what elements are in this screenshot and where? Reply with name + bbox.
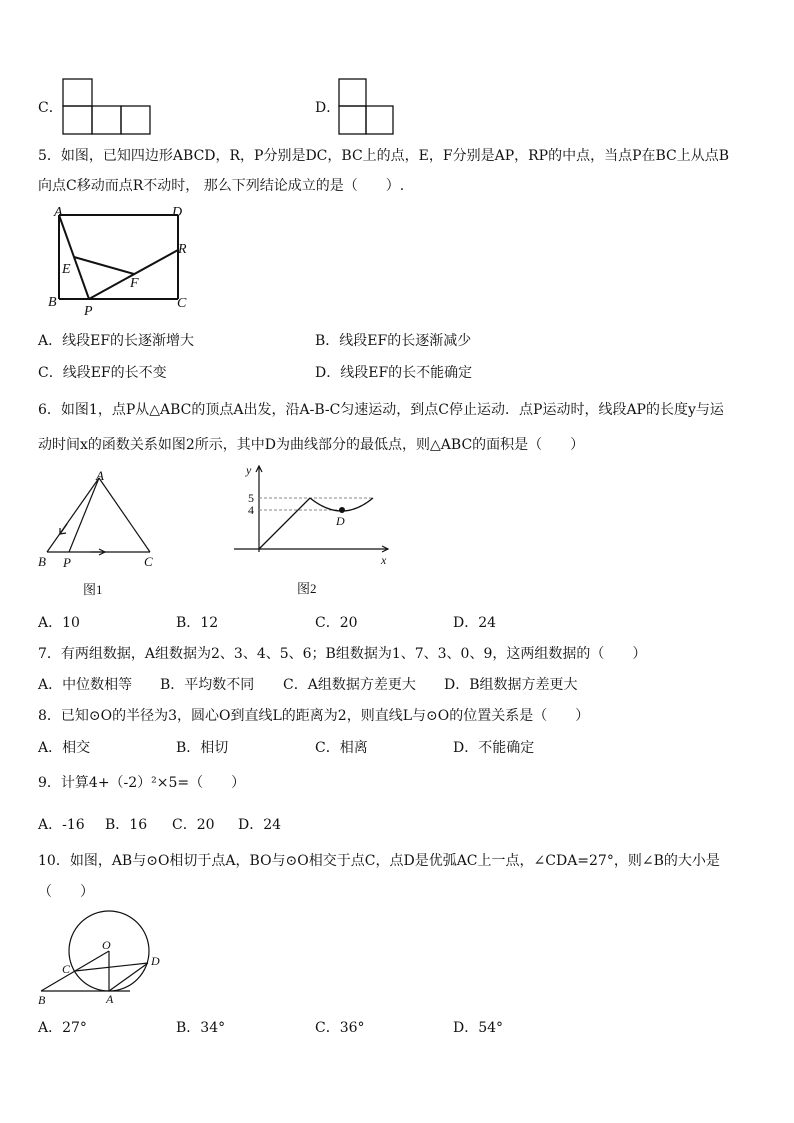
q5-label-a: A: [54, 205, 63, 220]
q10-option-b: B．34°: [176, 1020, 226, 1036]
q6-fig1-label-p: P: [63, 555, 71, 570]
q10-option-d: D．54°: [453, 1020, 504, 1036]
q5-stem-line2: 向点C移动而点R不动时， 那么下列结论成立的是（ ）.: [38, 178, 405, 194]
q8-stem: 8．已知⊙O的半径为3，圆心O到直线L的距离为2，则直线L与⊙O的位置关系是（ ）: [38, 708, 590, 724]
q6-fig1-caption: 图1: [83, 582, 103, 597]
q10-label-a: A: [106, 992, 114, 1006]
q5-option-b: B．线段EF的长逐渐减少: [315, 333, 472, 349]
q6-option-a: A．10: [38, 615, 80, 631]
q4-option-c-label: C．: [38, 100, 63, 116]
q10-option-a: A．27°: [38, 1020, 87, 1036]
q5-label-b: B: [48, 295, 57, 310]
q9-stem: 9．计算4+（-2）²×5=（ ）: [38, 775, 246, 791]
q6-fig2-label-y: y: [246, 463, 252, 477]
q10-label-c: C: [62, 962, 71, 976]
q10-circle-figure: [35, 905, 175, 1010]
q6-option-b: B．12: [176, 615, 219, 631]
q4-option-c-figure: [62, 78, 152, 136]
q5-label-r: R: [178, 242, 187, 257]
q6-figure2-graph: [228, 462, 398, 602]
q6-fig2-label-x: x: [381, 553, 387, 567]
q6-option-c: C．20: [315, 615, 358, 631]
q6-fig1-label-a: A: [96, 470, 104, 483]
q9-option-b: B．16: [105, 817, 148, 833]
q8-option-d: D．不能确定: [453, 740, 535, 756]
q6-fig2-tick-5: 5: [248, 491, 254, 505]
q5-option-d: D．线段EF的长不能确定: [315, 365, 473, 381]
q10-stem-line1: 10．如图，AB与⊙O相切于点A，BO与⊙O相交于点C，点D是优弧AC上一点，∠CDA=27°，则∠B的大小是: [38, 853, 720, 869]
q5-label-p: P: [84, 304, 93, 318]
q7-option-c: C．A组数据方差更大: [283, 677, 416, 693]
q10-option-c: C．36°: [315, 1020, 365, 1036]
q6-stem-line2: 动时间x的函数关系如图2所示，其中D为曲线部分的最低点，则△ABC的面积是（ ）: [38, 437, 585, 453]
q9-option-a: A．-16: [38, 817, 85, 833]
q7-option-a: A．中位数相等: [38, 677, 133, 693]
q5-label-d: D: [172, 205, 183, 220]
q7-stem: 7．有两组数据，A组数据为2、3、4、5、6；B组数据为1、7、3、0、9，这两组数据的（ ）: [38, 646, 647, 662]
q10-stem-line2: （ ）: [38, 884, 94, 900]
q9-option-c: C．20: [172, 817, 215, 833]
q6-fig1-label-c: C: [144, 554, 153, 569]
q7-option-d: D．B组数据方差更大: [444, 677, 578, 693]
q7-option-b: B．平均数不同: [160, 677, 255, 693]
q5-label-e: E: [62, 262, 71, 277]
q5-quadrilateral-figure: [40, 203, 200, 318]
q5-option-c: C．线段EF的长不变: [38, 365, 167, 381]
q4-option-d-figure: [338, 78, 398, 136]
q6-figure1-triangle: [35, 470, 165, 600]
q8-option-b: B．相切: [176, 740, 229, 756]
q4-option-d-label: D．: [315, 100, 341, 116]
q6-fig2-caption: 图2: [297, 581, 317, 596]
q8-option-a: A．相交: [38, 740, 91, 756]
q9-option-d: D．24: [238, 817, 282, 833]
q6-option-d: D．24: [453, 615, 497, 631]
q10-label-b: B: [38, 993, 46, 1007]
q5-option-a: A．线段EF的长逐渐增大: [38, 333, 195, 349]
q5-label-f: F: [130, 276, 139, 291]
q6-stem-line1: 6．如图1，点P从△ABC的顶点A出发，沿A-B-C匀速运动，到点C停止运动．点P运动时，线段AP的长度y与运: [38, 402, 724, 418]
q6-fig2-label-d: D: [336, 514, 345, 528]
q6-fig1-label-b: B: [38, 554, 46, 569]
q10-label-d: D: [151, 954, 160, 968]
q5-label-c: C: [177, 296, 187, 311]
q10-label-o: O: [102, 938, 111, 952]
q8-option-c: C．相离: [315, 740, 368, 756]
q6-fig2-tick-4: 4: [248, 503, 254, 517]
q5-stem-line1: 5．如图，已知四边形ABCD，R，P分别是DC，BC上的点，E，F分别是AP，RP的中点，当点P在BC上从点B: [38, 148, 730, 164]
